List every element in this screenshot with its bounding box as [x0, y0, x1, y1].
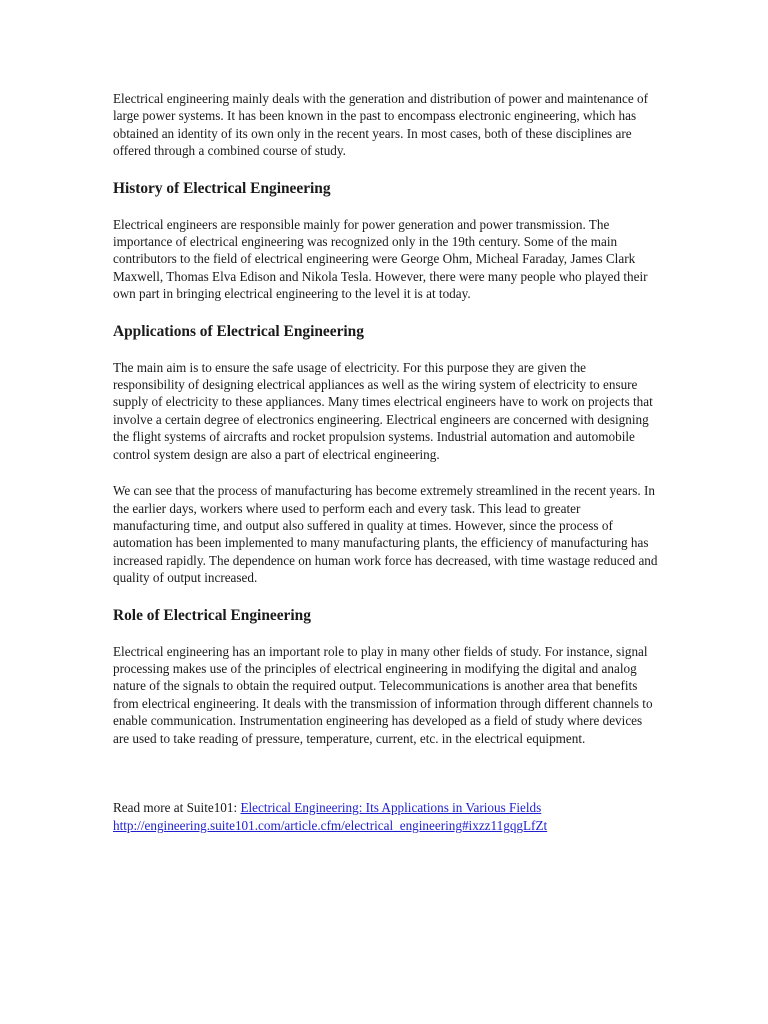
applications-paragraph-2: We can see that the process of manufacturing has become extremely streamlined in the recent years. In the earlier days, workers where used to perform each and every task. This lead to greater manufacturing time, and output also suffered in quality at times. However, since the process of automation has been implemented to many manufacturing plants, the efficiency of manufacturing has increased rapidly. The dependence on human work force has decreased, with time wastage reduced and quality of output increased.	[113, 483, 658, 586]
applications-heading: Applications of Electrical Engineering	[113, 322, 364, 340]
role-heading: Role of Electrical Engineering	[113, 606, 311, 624]
article-link[interactable]: Electrical Engineering: Its Applications in Various Fields	[240, 799, 542, 815]
history-paragraph: Electrical engineers are responsible mainly for power generation and power transmission. The importance of electrical engineering was recognized only in the 19th century. Some of the main contributors to the field of electrical engineering were George Ohm, Micheal Faraday, James Clark Maxwell, Thomas Elva Edison and Nikola Tesla. However, there were many people who played their own part in bringing electrical engineering to the level it is at today.	[113, 216, 648, 302]
role-paragraph: Electrical engineering has an important role to play in many other fields of study. For instance, signal processing makes use of the principles of electrical engineering in modifying the digital and analog nature of the signals to obtain the required output. Telecommunications is another area that benefits from electrical engineering. It deals with the transmission of information through different channels to enable communication. Instrumentation engineering has developed as a field of study where devices are used to take reading of pressure, temperature, current, etc. in the electrical equipment.	[113, 643, 653, 746]
applications-paragraph-1: The main aim is to ensure the safe usage of electricity. For this purpose they are given the responsibility of designing electrical appliances as well as the wiring system of electricity to ensure supply of electricity to these appliances. Many times electrical engineers have to work on projects that involve a certain degree of electronics engineering. Electrical engineers are concerned with designing the flight systems of aircrafts and rocket propulsion systems. Industrial automation and automobile control system design are also a part of electrical engineering.	[113, 359, 653, 462]
article-url-link[interactable]: http://engineering.suite101.com/article.cfm/electrical_engineering#ixzz11gqgLfZt	[113, 818, 548, 834]
document-page	[113, 90, 658, 836]
read-more-prefix: Read more at Suite101:	[113, 799, 241, 815]
read-more-block	[113, 799, 658, 836]
history-heading: History of Electrical Engineering	[113, 179, 331, 197]
intro-paragraph: Electrical engineering mainly deals with the generation and distribution of power and maintenance of large power systems. It has been known in the past to encompass electronic engineering, which has obtained an identity of its own only in the recent years. In most cases, both of these disciplines are offered through a combined course of study.	[113, 91, 649, 159]
